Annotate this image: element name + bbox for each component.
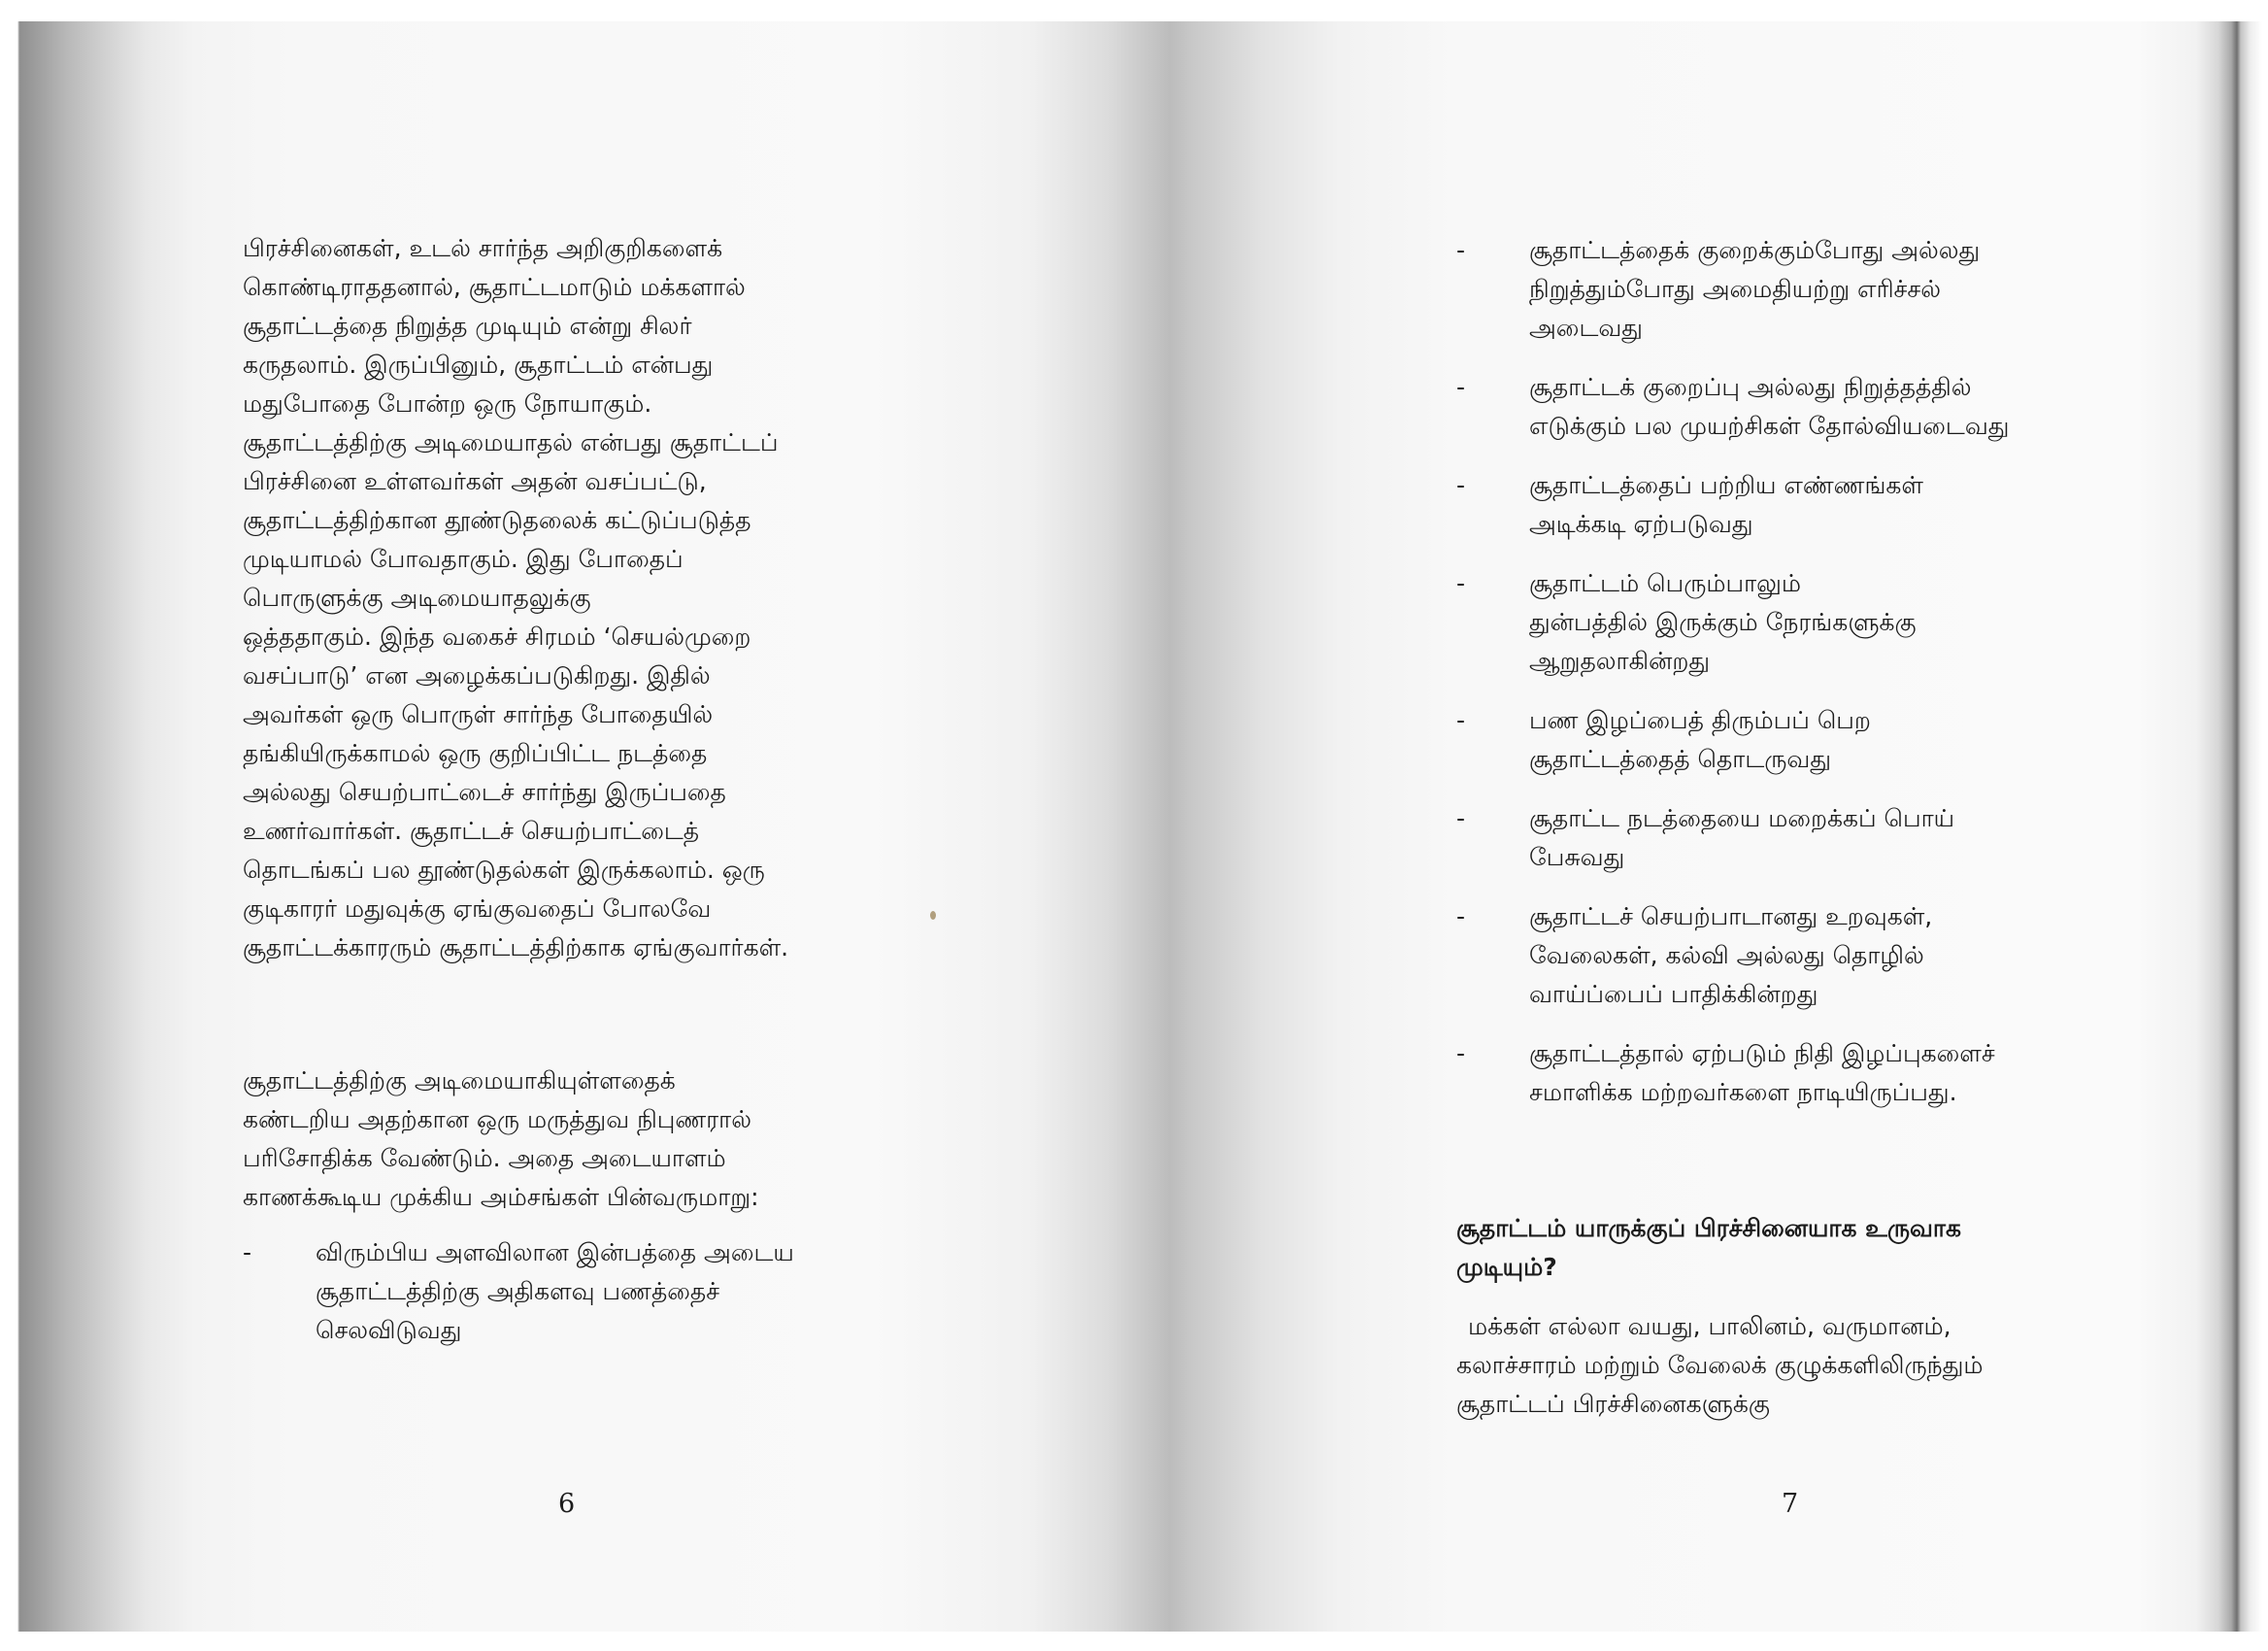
text-line: பிரச்சினைகள், உடல் சார்ந்த அறிகுறிகளைக்: [243, 234, 723, 262]
bullet-dash: -: [1456, 1039, 1466, 1067]
text-line: அடிக்கடி ஏற்படுவது: [1529, 510, 1753, 538]
left-bullet-list: [243, 1233, 794, 1350]
left-paragraph-1: [243, 229, 788, 967]
text-line: செலவிடுவது: [316, 1316, 462, 1344]
text-line: வசப்பாடு’ என அழைக்கப்படுகிறது. இதில்: [243, 661, 711, 690]
text-line: மக்கள் எல்லா வயது, பாலினம், வருமானம்,: [1468, 1312, 1951, 1340]
text-line: எடுக்கும் பல முயற்சிகள் தோல்வியடைவது: [1529, 412, 2010, 440]
page-number: 7: [1782, 1489, 1799, 1519]
text-line: அடைவது: [1529, 314, 1643, 342]
text-line: வாய்ப்பைப் பாதிக்கின்றது: [1529, 980, 1818, 1008]
text-line: குடிகாரர் மதுவுக்கு ஏங்குவதைப் போலவே: [243, 894, 712, 923]
text-line: முடியாமல் போவதாகும். இது போதைப்: [243, 545, 684, 573]
text-line: சூதாட்டத்தைக் குறைக்கும்போது அல்லது: [1529, 236, 1981, 264]
heading-line: முடியும்?: [1456, 1253, 1557, 1281]
list-item: [243, 1233, 794, 1350]
text-line: பொருளுக்கு அடிமையாதலுக்கு: [243, 584, 591, 612]
bullet-dash: -: [1456, 569, 1466, 597]
text-line: சூதாட்டத்திற்கு அடிமையாதல் என்பது சூதாட்டப்: [243, 428, 779, 456]
text-line: கருதலாம். இருப்பினும், சூதாட்டம் என்பது: [243, 351, 714, 379]
bullet-dash: -: [1456, 902, 1466, 930]
text-line: சூதாட்ட நடத்தையை மறைக்கப் பொய்: [1529, 804, 1955, 832]
heading-line: சூதாட்டம் யாருக்குப் பிரச்சினையாக உருவாக: [1456, 1214, 1961, 1242]
left-page: [243, 0, 922, 1651]
text-line: தொடங்கப் பல தூண்டுதல்கள் இருக்கலாம். ஒரு: [243, 856, 765, 884]
text-line: வேலைகள், கல்வி அல்லது தொழில்: [1529, 941, 1924, 969]
list-item: [1456, 231, 2009, 348]
text-line: மதுபோதை போன்ற ஒரு நோயாகும்.: [243, 389, 652, 418]
list-item: [1456, 564, 2009, 681]
text-line: காணக்கூடிய முக்கிய அம்சங்கள் பின்வருமாறு:: [243, 1183, 759, 1211]
text-line: தங்கியிருக்காமல் ஒரு குறிப்பிட்ட நடத்தை: [243, 739, 708, 767]
text-line: பரிசோதிக்க வேண்டும். அதை அடையாளம்: [243, 1144, 726, 1172]
bullet-dash: -: [1456, 373, 1466, 401]
text-line: அவர்கள் ஒரு பொருள் சார்ந்த போதையில்: [243, 700, 714, 728]
text-line: சூதாட்டத்தால் ஏற்படும் நிதி இழப்புகளைச்: [1529, 1039, 1995, 1067]
text-line: கொண்டிராததனால், சூதாட்டமாடும் மக்களால்: [243, 273, 746, 301]
text-line: பேசுவது: [1529, 843, 1625, 871]
text-line: சூதாட்டத்திற்கு அடிமையாகியுள்ளதைக்: [243, 1066, 676, 1095]
text-line: சூதாட்டத்திற்கான தூண்டுதலைக் கட்டுப்படுத்த: [243, 506, 751, 534]
bullet-dash: -: [1456, 236, 1466, 264]
text-line: சூதாட்டத்தை நிறுத்த முடியும் என்று சிலர்: [243, 312, 692, 340]
text-line: பிரச்சினை உள்ளவர்கள் அதன் வசப்பட்டு,: [243, 467, 707, 495]
text-line: உணர்வார்கள். சூதாட்டச் செயற்பாட்டைத்: [243, 817, 700, 845]
text-line: ஆறுதலாகின்றது: [1529, 647, 1711, 675]
list-item: [1456, 368, 2009, 446]
bullet-dash: -: [243, 1238, 252, 1266]
list-item: [1456, 466, 2009, 544]
text-line: சூதாட்டக்காரரும் சூதாட்டத்திற்காக ஏங்குவார்கள்.: [243, 933, 789, 961]
text-line: கலாச்சாரம் மற்றும் வேலைக் குழுக்களிலிருந்தும்: [1456, 1351, 1984, 1379]
text-line: கண்டறிய அதற்கான ஒரு மருத்துவ நிபுணரால்: [243, 1105, 751, 1133]
text-line: சூதாட்டப் பிரச்சினைகளுக்கு: [1456, 1390, 1770, 1418]
section-heading: [1456, 1209, 1961, 1287]
list-item: [1456, 897, 2009, 1014]
right-bullet-list: [1456, 231, 2009, 1132]
text-line: சூதாட்டத்தைத் தொடருவது: [1529, 745, 1831, 773]
text-line: பண இழப்பைத் திரும்பப் பெற: [1529, 706, 1871, 734]
text-line: ஒத்ததாகும். இந்த வகைச் சிரமம் ‘செயல்முறை: [243, 623, 751, 651]
list-item: [1456, 799, 2009, 877]
text-line: நிறுத்தும்போது அமைதியற்று எரிச்சல்: [1529, 275, 1941, 303]
left-paragraph-2: [243, 1061, 759, 1217]
text-line: விரும்பிய அளவிலான இன்பத்தை அடைய: [316, 1238, 794, 1266]
bullet-dash: -: [1456, 804, 1466, 832]
text-line: சமாளிக்க மற்றவர்களை நாடியிருப்பது.: [1529, 1078, 1957, 1106]
list-item: [1456, 1034, 2009, 1112]
text-line: அல்லது செயற்பாட்டைச் சார்ந்து இருப்பதை: [243, 778, 726, 806]
right-page: [1456, 0, 2146, 1651]
text-line: சூதாட்டம் பெரும்பாலும்: [1529, 569, 1802, 597]
text-line: சூதாட்டத்திற்கு அதிகளவு பணத்தைச்: [316, 1277, 720, 1305]
bullet-dash: -: [1456, 471, 1466, 499]
text-line: துன்பத்தில் இருக்கும் நேரங்களுக்கு: [1529, 608, 1917, 636]
right-final-paragraph: [1456, 1307, 1984, 1424]
text-line: சூதாட்டத்தைப் பற்றிய எண்ணங்கள்: [1529, 471, 1923, 499]
list-item: [1456, 701, 2009, 779]
page-number: 6: [558, 1489, 576, 1519]
text-line: சூதாட்டச் செயற்பாடானது உறவுகள்,: [1529, 902, 1933, 930]
bullet-dash: -: [1456, 706, 1466, 734]
text-line: சூதாட்டக் குறைப்பு அல்லது நிறுத்தத்தில்: [1529, 373, 1972, 401]
paper-speck: [930, 911, 936, 920]
